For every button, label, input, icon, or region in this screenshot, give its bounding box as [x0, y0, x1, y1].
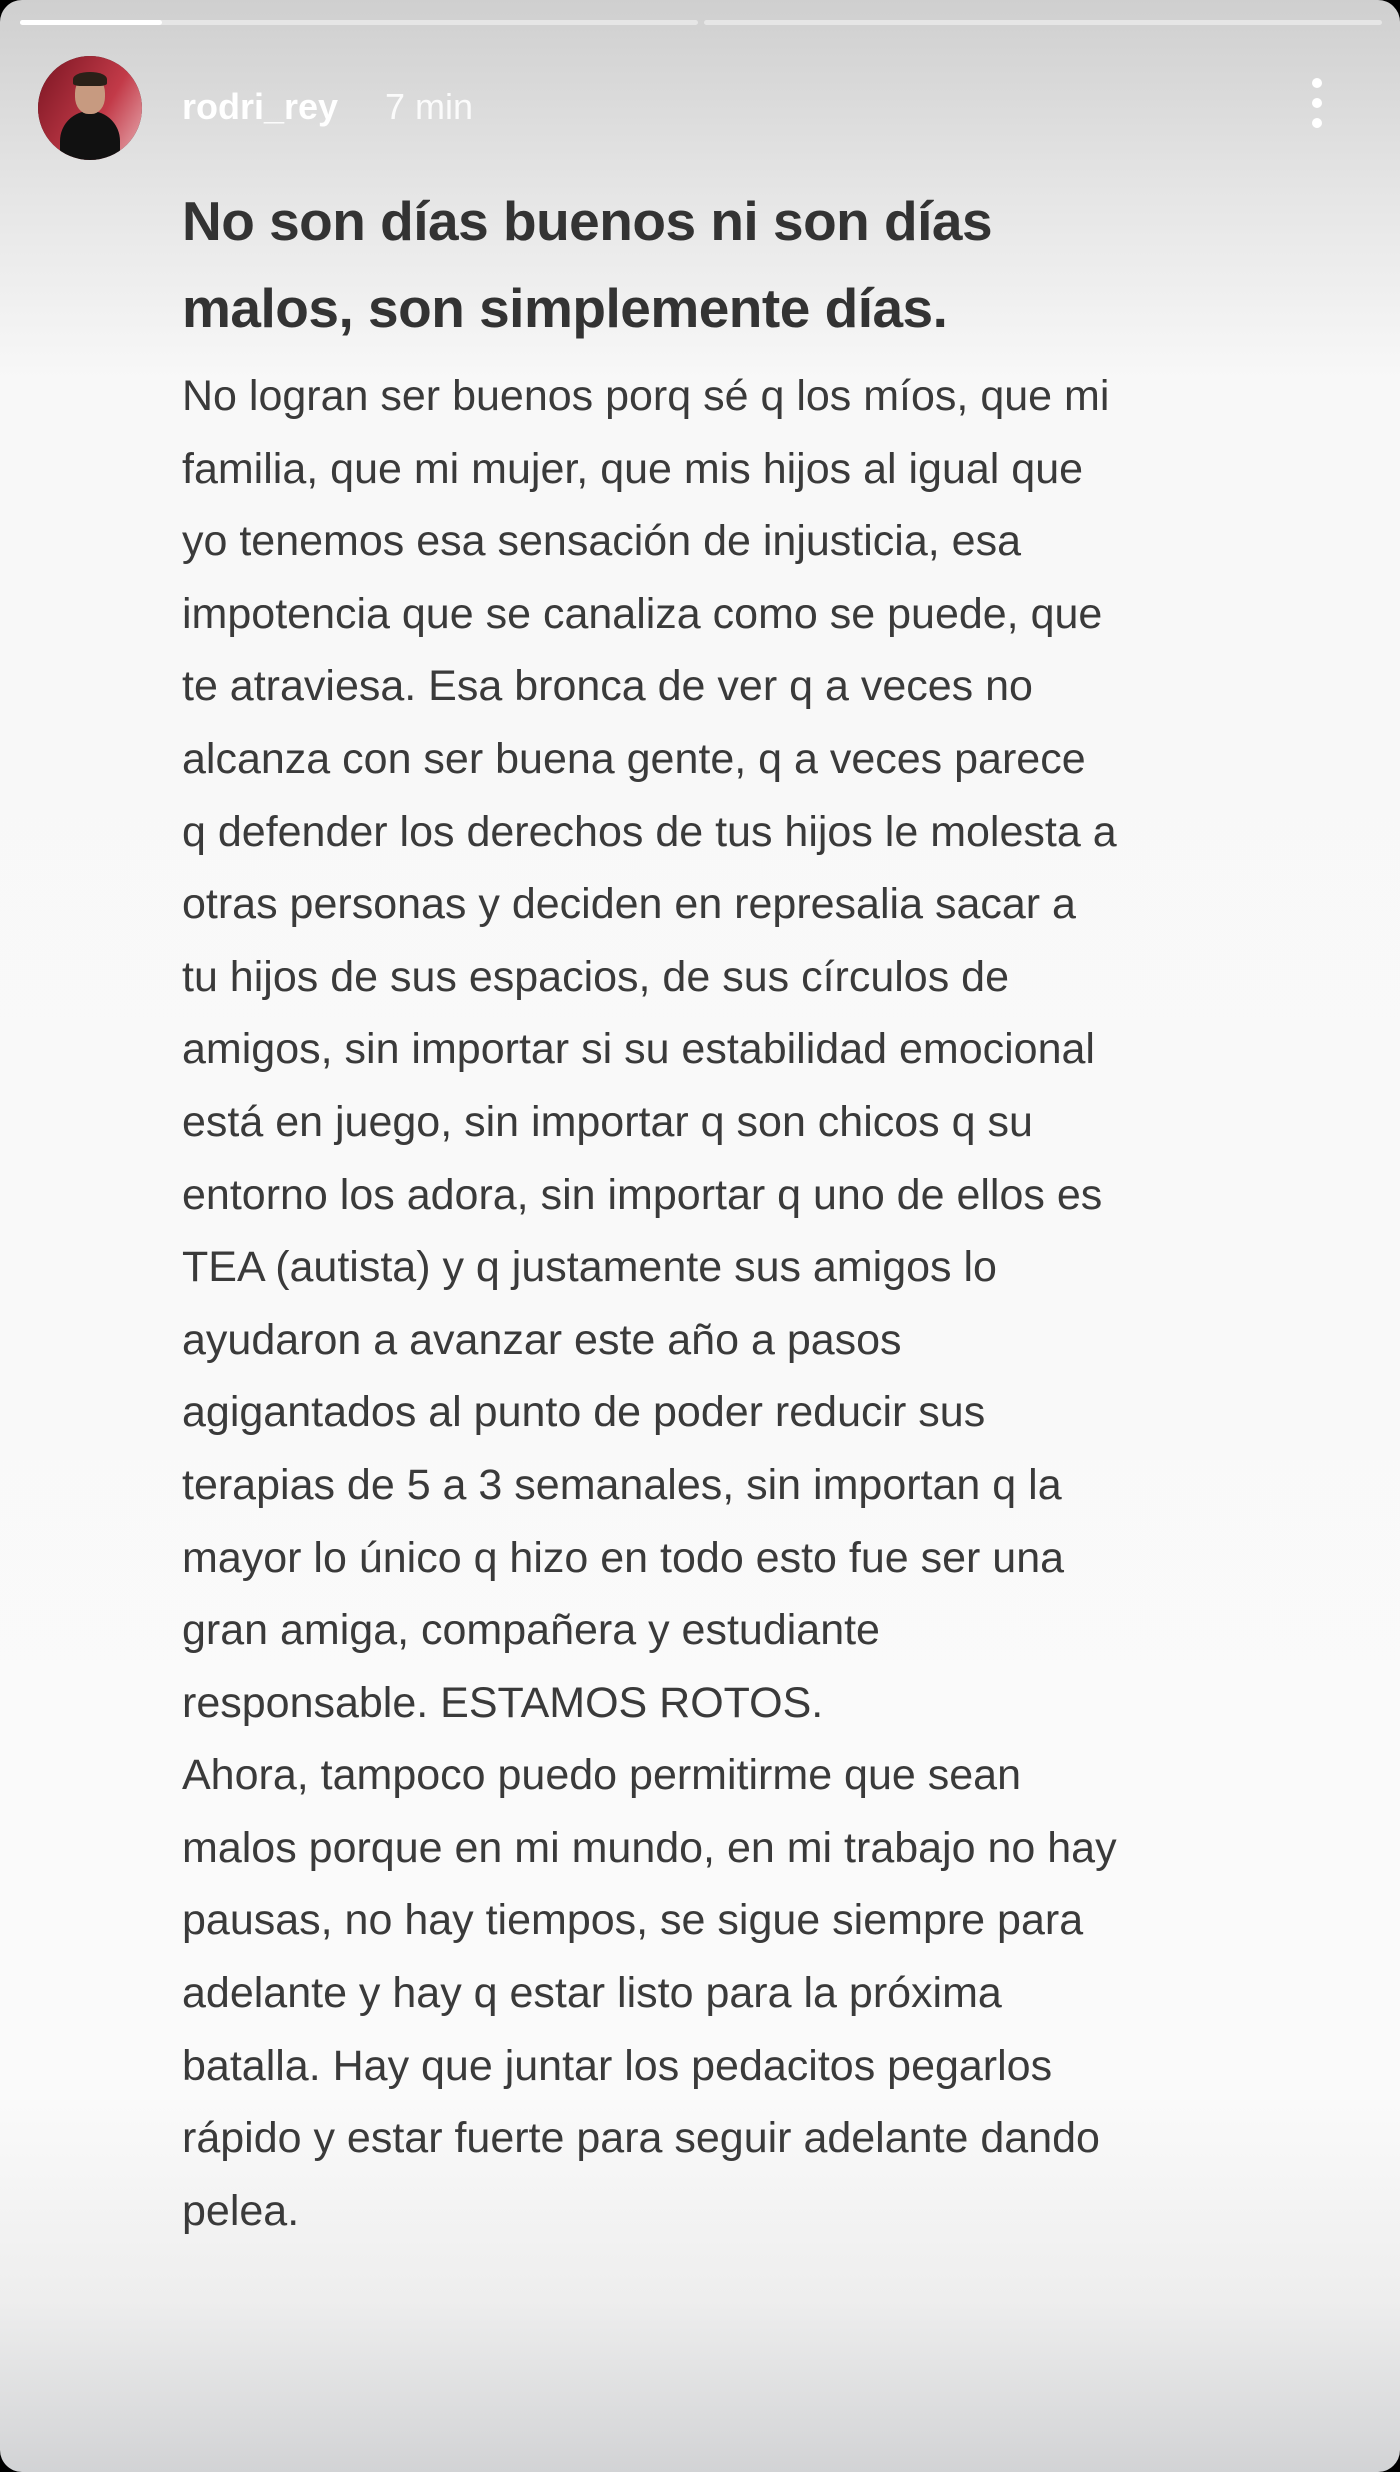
progress-fill	[20, 20, 162, 25]
body-line: ayudaron a avanzar este año a pasos	[182, 1315, 902, 1364]
body-line: alcanza con ser buena gente, q a veces parece	[182, 734, 1086, 783]
body-line: impotencia que se canaliza como se puede, que	[182, 589, 1103, 638]
body-line: mayor lo único q hizo en todo esto fue ser una	[182, 1533, 1065, 1582]
body-line: amigos, sin importar si su estabilidad emocional	[182, 1025, 1095, 1074]
title-line: No son días buenos ni son días	[182, 190, 993, 252]
post-body	[182, 360, 1117, 2247]
more-options-icon[interactable]	[1310, 78, 1324, 138]
avatar[interactable]	[38, 56, 142, 160]
body-line: terapias de 5 a 3 semanales, sin importan q la	[182, 1460, 1062, 1509]
body-line: agigantados al punto de poder reducir sus	[182, 1388, 986, 1437]
body-line: tu hijos de sus espacios, de sus círculos de	[182, 952, 1009, 1001]
body-line: responsable. ESTAMOS ROTOS.	[182, 1678, 824, 1727]
body-line: rápido y estar fuerte para seguir adelante dando	[182, 2114, 1100, 2163]
username[interactable]: rodri_rey	[182, 86, 339, 127]
body-line: otras personas y deciden en represalia sacar a	[182, 880, 1076, 929]
avatar-hair	[73, 72, 107, 86]
story-progress-bar-1	[20, 20, 698, 25]
body-line: yo tenemos esa sensación de injusticia, esa	[182, 517, 1021, 566]
body-line: Ahora, tampoco puedo permitirme que sean	[182, 1751, 1021, 1800]
body-line: familia, que mi mujer, que mis hijos al igual que	[182, 444, 1084, 493]
post-title	[182, 178, 992, 352]
body-line: malos porque en mi mundo, en mi trabajo no hay	[182, 1823, 1117, 1872]
body-line: TEA (autista) y q justamente sus amigos lo	[182, 1243, 997, 1292]
body-line: gran amiga, compañera y estudiante	[182, 1606, 880, 1655]
body-line: batalla. Hay que juntar los pedacitos pegarlos	[182, 2041, 1053, 2090]
post-time: 7 min	[385, 86, 474, 127]
body-line: te atraviesa. Esa bronca de ver q a veces no	[182, 662, 1033, 711]
body-line: entorno los adora, sin importar q uno de ellos es	[182, 1170, 1103, 1219]
body-line: No logran ser buenos porq sé q los míos, que mi	[182, 372, 1110, 420]
body-line: pelea.	[182, 2186, 300, 2235]
body-line: está en juego, sin importar q son chicos q su	[182, 1097, 1033, 1146]
body-line: adelante y hay q estar listo para la próxima	[182, 1969, 1002, 2018]
body-line: q defender los derechos de tus hijos le molesta a	[182, 807, 1117, 856]
story-progress-bar-2	[704, 20, 1382, 25]
title-line: malos, son simplemente días.	[182, 277, 948, 339]
body-line: pausas, no hay tiempos, se sigue siempre para	[182, 1896, 1084, 1945]
